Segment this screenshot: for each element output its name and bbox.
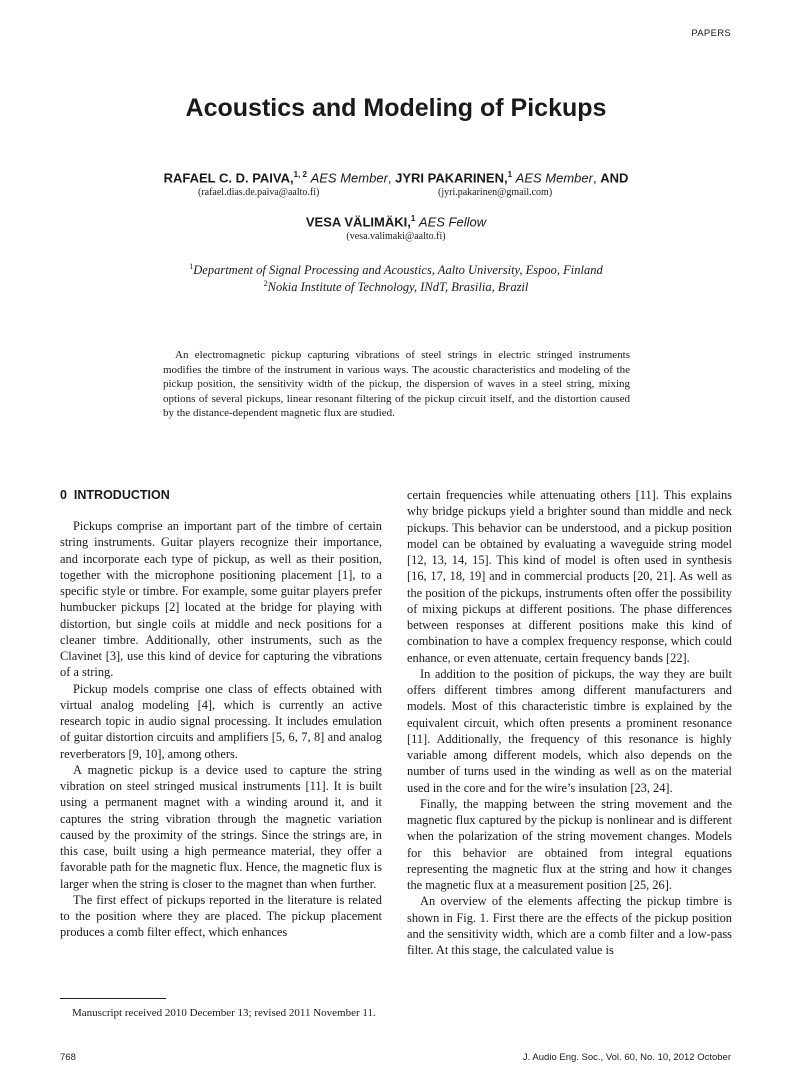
author-1-affil-sup: 1, 2 <box>293 170 307 179</box>
author-3-role: AES Fellow <box>418 214 487 230</box>
paragraph: An overview of the elements affecting the pickup timbre is shown in Fig. 1. First there are the effects of the pickup position and the sensitivity width, which are a comb filter and a low-pass filter. At this stage, the calculated value is <box>407 894 732 957</box>
affiliation-2: $^2$Nokia Institute of Technology, INdT, Brasilia, Brazil <box>263 279 529 295</box>
body-column-right <box>407 487 732 958</box>
paragraph: In addition to the position of pickups, the way they are built offers different timbres among different manufacturers and models. Most of this characteristic timbre is explained by the equivalent circuit, which often presents a prominent resonance [11]. Additionally, the frequency of this resonance is highly variable among different models, which also depends on the number of turns used in the winding as well as on the material used in the core and for the wire’s insulation [23, 24]. <box>407 666 732 795</box>
author-and: AND <box>600 170 629 186</box>
paragraph: Finally, the mapping between the string movement and the magnetic flux captured by the pickup is nonlinear and is different when the polarization of the string movement changes. Models for this behavior are obtained from integral equations representing the magnetic flux at the string and how it changes the magnetic flux at a measurement position [25, 26]. <box>407 796 732 892</box>
author-2-email: (jyri.pakarinen@gmail.com) <box>438 187 553 198</box>
paragraph: Pickups comprise an important part of the timbre of certain string instruments. Guitar players recognize their importance, and incorporate each type of pickup, as well as their position, together with the microphone positioning placement [1], to a specific style or timbre. For example, some guitar players prefer humbucker pickups [2] located at the bridge for playing with distortion, but single coils at middle and neck positions for a cleaner timbre. Additionally, other instruments, such as the Clavinet [3], use this kind of device for capturing the vibrations of a string. <box>60 519 382 680</box>
author-3-name: VESA VÄLIMÄKI, <box>305 214 411 230</box>
author-3-email: (vesa.valimaki@aalto.fi) <box>346 231 446 242</box>
author-2-affil-sup: 1 <box>507 170 513 179</box>
paper-title: Acoustics and Modeling of Pickups <box>185 94 607 122</box>
paragraph: The first effect of pickups reported in the literature is related to the position where they are placed. The pickup placement produces a comb filter effect, which enhances <box>60 892 382 940</box>
abstract: An electromagnetic pickup capturing vibrations of steel strings in electric stringed instruments modifies the timbre of the instrument in various ways. The acoustic characteristics and modeling of the pickup position, the sensitivity width of the pickup, the dispersion of waves in a steel string, mixing options of several pickups, linear resonant filtering of the pickup circuit itself, and the distortion caused by the distance-dependent magnetic flux are studied. <box>163 349 630 420</box>
author-line-2 <box>0 214 792 229</box>
journal-citation: J. Audio Eng. Soc., Vol. 60, No. 10, 2012 October <box>522 1052 731 1063</box>
running-header: PAPERS <box>691 28 731 39</box>
paragraph: certain frequencies while attenuating others [11]. This explains why bridge pickups yield a brighter sound than middle and neck pickups. This behavior can be understood, and a pickup position model can be obtained by evaluating a waveguide string model [12, 13, 14, 15]. This kind of model is often used in synthesis [16, 17, 18, 19] and in commercial products [20, 21]. As well as the position of the pickups, instruments often offer the possibility of mixing pickups at different positions. The phase differences between responses at different positions make this kind of combination to have a complex frequency response, which could enhance, or even attenuate, certain frequency bands [22]. <box>407 488 732 665</box>
author-1-name: RAFAEL C. D. PAIVA, <box>163 170 294 186</box>
page-number: 768 <box>60 1052 76 1063</box>
affiliation-1: $^1$Department of Signal Processing and Acoustics, Aalto University, Espoo, Finland <box>189 262 603 278</box>
paragraph: A magnetic pickup is a device used to capture the string vibration on steel stringed musical instruments [11]. It is built using a permanent magnet with a winding around it, and it captures the string vibration through the magnetic variation caused by the proximity of the strings. Since the strings are, in this case, built using a high permeance material, they offer a favorable path for the magnetic flux. Hence, the magnetic flux is larger when the string is closer to the magnet than when further. <box>60 762 382 891</box>
author-1-email: (rafael.dias.de.paiva@aalto.fi) <box>198 187 320 198</box>
author-2-role: AES Member <box>515 170 593 186</box>
author-1-role: AES Member <box>310 170 388 186</box>
section-heading: 0 INTRODUCTION <box>60 488 170 502</box>
author-3-affil-sup: 1 <box>410 214 416 223</box>
body-column-left <box>60 518 382 941</box>
footnote-divider <box>60 998 166 999</box>
author-line-1: RAFAEL C. D. PAIVA,$^{1, 2}$ AES Member, JYRI PAKARINEN,$^1$ AES Member, AND <box>163 170 629 186</box>
author-2-name: JYRI PAKARINEN, <box>395 170 508 186</box>
footnote: Manuscript received 2010 December 13; revised 2011 November 11. <box>72 1007 376 1019</box>
paragraph: Pickup models comprise one class of effects obtained with virtual analog modeling [4], which is currently an active research topic in audio signal processing. It includes emulation of guitar distortion circuits and amplifiers [5, 6, 7, 8] and analog reverberators [9, 10], among others. <box>60 681 382 761</box>
